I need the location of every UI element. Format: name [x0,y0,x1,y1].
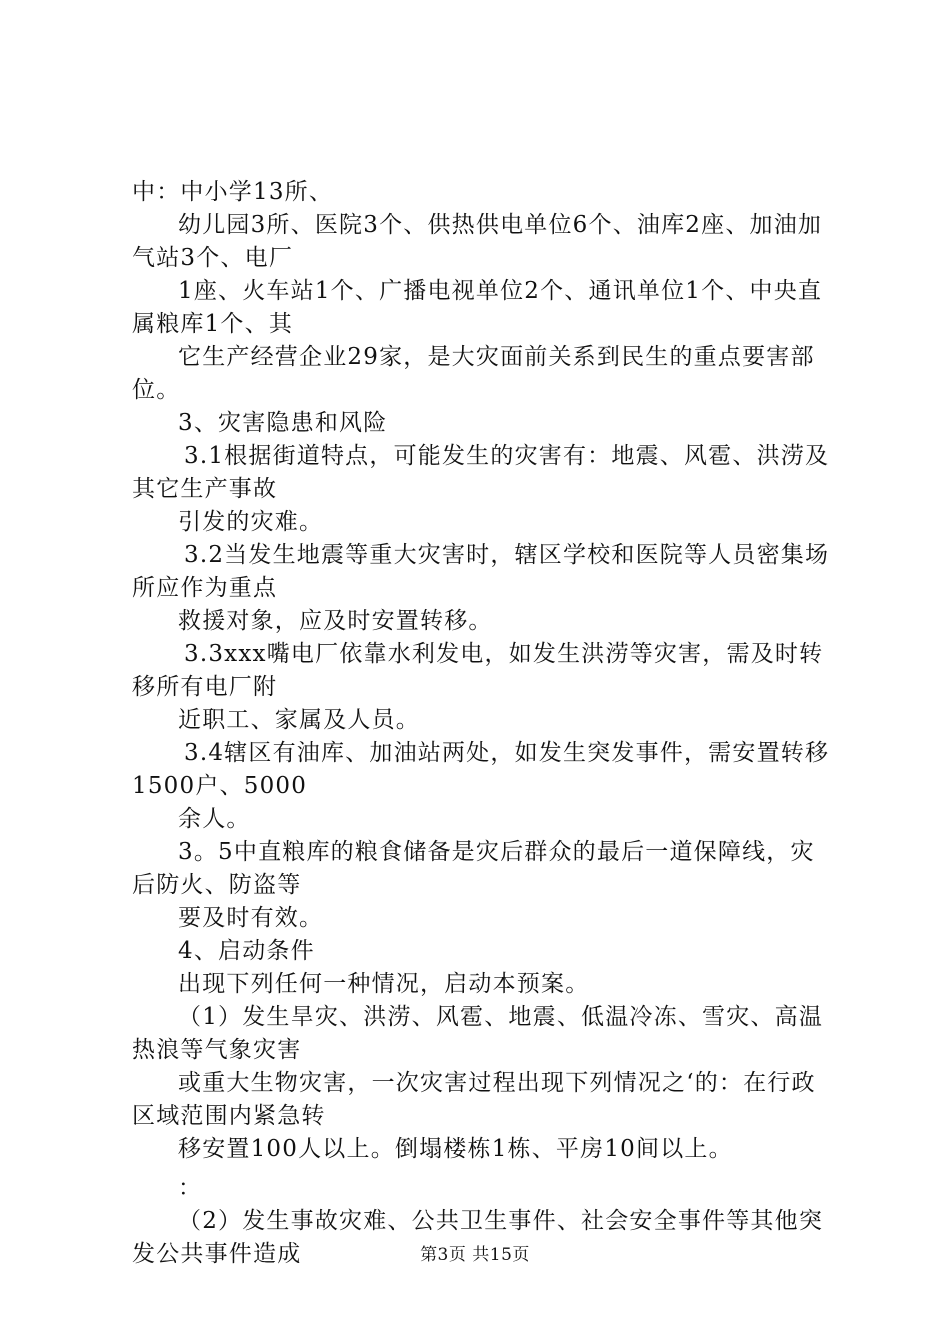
section-heading-3: 3、灾害隐患和风险 [178,410,388,436]
paragraph-3-2: 3.2当发生地震等重大灾害时，辖区学校和医院等人员密集场所应作为重点 [132,542,830,601]
paragraph-2: 幼儿园3所、医院3个、供热供电单位6个、油库2座、加油加气站3个、电厂 [132,212,823,271]
paragraph-4-intro: 出现下列任何一种情况，启动本预案。 [178,971,590,997]
document-body [132,176,832,1271]
paragraph-3: 1座、火车站1个、广播电视单位2个、通讯单位1个、中央直属粮库1个、其 [132,278,823,337]
paragraph-4-1: （1）发生旱灾、洪涝、风雹、地震、低温冷冻、雪灾、高温热浪等气象灾害 [132,1004,824,1063]
section-heading-4: 4、启动条件 [178,938,315,964]
paragraph-4: 它生产经营企业29家，是大灾面前关系到民生的重点要害部位。 [132,344,815,403]
paragraph-3-5-cont: 要及时有效。 [178,905,324,931]
paragraph-4-1-cont2: 移安置100人以上。倒塌楼栋1栋、平房10间以上。 [178,1136,733,1162]
paragraph-3-5: 3。5中直粮库的粮食储备是灾后群众的最后一道保障线，灾后防火、防盗等 [132,839,815,898]
paragraph-3-3-cont: 近职工、家属及人员。 [178,707,420,733]
page-footer: 第3页 共15页 [420,1245,530,1265]
paragraph-3-4: 3.4辖区有油库、加油站两处，如发生突发事件，需安置转移1500户、5000 [132,740,830,799]
paragraph-3-1: 3.1根据街道特点，可能发生的灾害有：地震、风雹、洪涝及其它生产事故 [132,443,830,502]
paragraph-3-3: 3.3xxx嘴电厂依靠水利发电，如发生洪涝等灾害，需及时转移所有电厂附 [132,641,824,700]
paragraph-4-1-cont: 或重大生物灾害，一次灾害过程出现下列情况之‘的：在行政区域范围内紧急转 [132,1070,816,1129]
paragraph-colon: ： [178,1175,203,1201]
paragraph-3-4-cont: 余人。 [178,806,251,832]
paragraph-1: 中：中小学13所、 [132,179,334,205]
paragraph-3-1-cont: 引发的灾难。 [178,509,324,535]
paragraph-3-2-cont: 救援对象，应及时安置转移。 [178,608,493,634]
paragraph-4-2: （2）发生事故灾难、公共卫生事件、社会安全事件等其他突发公共事件造成 [132,1208,824,1267]
